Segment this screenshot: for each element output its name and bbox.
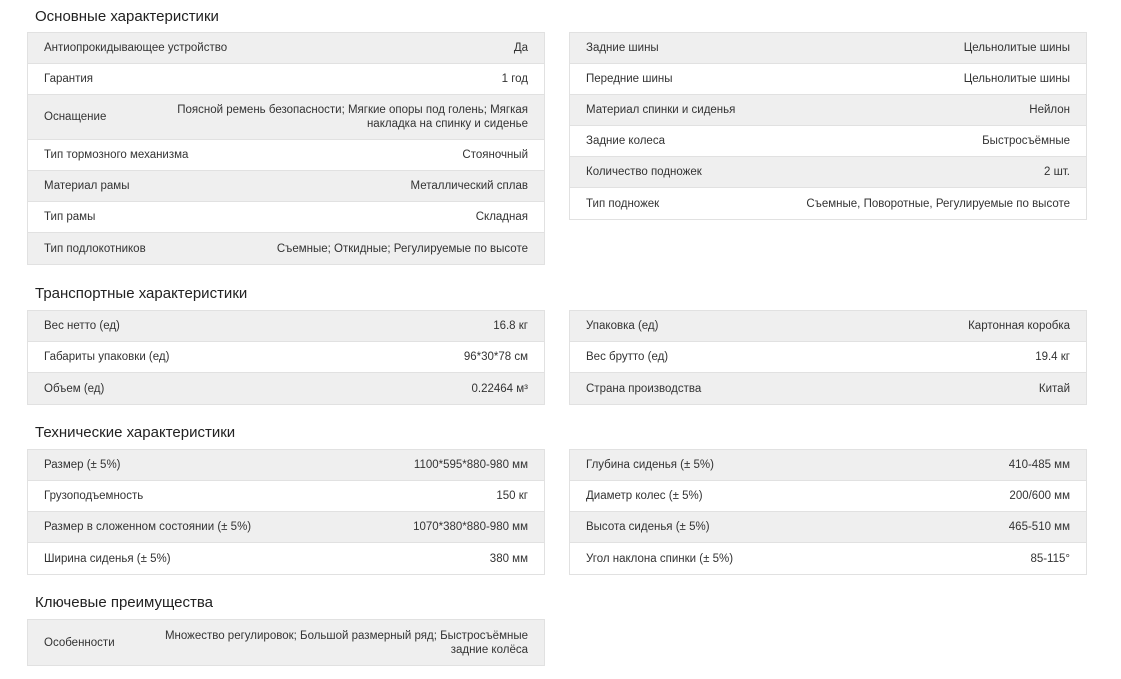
table-row bbox=[28, 64, 544, 95]
spec-value: Поясной ремень безопасности; Мягкие опоры под голень; Мягкая накладка на спинку и сиденье bbox=[177, 104, 528, 130]
spec-name: Страна производства bbox=[586, 382, 702, 395]
table-row bbox=[570, 450, 1086, 481]
spec-value: Складная bbox=[475, 211, 528, 223]
spec-value: Съемные, Поворотные, Регулируемые по высоте bbox=[806, 197, 1070, 210]
spec-name: Высота сиденья (± 5%) bbox=[586, 521, 710, 533]
section-title-advantages: Ключевые преимущества bbox=[35, 594, 214, 611]
table-row bbox=[28, 342, 544, 373]
spec-name: Передние шины bbox=[586, 73, 673, 85]
table-row bbox=[28, 311, 544, 342]
spec-name: Материал рамы bbox=[44, 180, 130, 192]
advantages-table bbox=[27, 619, 545, 666]
table-row bbox=[28, 481, 544, 512]
spec-name: Объем (ед) bbox=[44, 382, 105, 395]
spec-value: 200/600 мм bbox=[1009, 490, 1070, 502]
table-row bbox=[570, 311, 1086, 342]
table-row bbox=[28, 95, 544, 140]
table-row bbox=[570, 543, 1086, 574]
spec-value: Съемные; Откидные; Регулируемые по высоте bbox=[276, 242, 528, 255]
table-row bbox=[570, 126, 1086, 157]
table-row bbox=[28, 33, 544, 64]
spec-value: Картонная коробка bbox=[968, 320, 1070, 332]
spec-value: 85-115° bbox=[1030, 552, 1070, 565]
spec-name: Задние колеса bbox=[586, 135, 665, 147]
spec-name: Тип подлокотников bbox=[44, 242, 146, 255]
spec-name: Тип подножек bbox=[586, 197, 660, 210]
spec-value: Множество регулировок; Большой размерный ряд; Быстросъёмные задние колёса bbox=[164, 629, 528, 656]
spec-name: Тип рамы bbox=[44, 211, 96, 223]
spec-name: Особенности bbox=[44, 636, 115, 649]
table-row bbox=[28, 512, 544, 543]
spec-name: Оснащение bbox=[44, 111, 107, 123]
spec-value: Металлический сплав bbox=[410, 180, 528, 192]
section-title-technical: Технические характеристики bbox=[35, 424, 236, 441]
spec-value: 410-485 мм bbox=[1008, 459, 1070, 471]
spec-name: Вес нетто (ед) bbox=[44, 320, 120, 332]
table-row bbox=[570, 512, 1086, 543]
table-row bbox=[570, 481, 1086, 512]
table-row bbox=[28, 450, 544, 481]
spec-name: Вес брутто (ед) bbox=[586, 351, 669, 363]
section-title-transport: Транспортные характеристики bbox=[35, 285, 248, 302]
table-row bbox=[570, 95, 1086, 126]
spec-value: 150 кг bbox=[496, 490, 528, 502]
table-row bbox=[570, 342, 1086, 373]
transport-specs-right-table bbox=[569, 310, 1087, 405]
table-row bbox=[28, 620, 544, 665]
spec-value: 380 мм bbox=[489, 552, 528, 565]
spec-name: Глубина сиденья (± 5%) bbox=[586, 459, 714, 471]
table-row bbox=[28, 373, 544, 404]
spec-value: Цельнолитые шины bbox=[963, 73, 1070, 85]
spec-value: Китай bbox=[1038, 382, 1070, 395]
spec-name: Грузоподъемность bbox=[44, 490, 144, 502]
technical-specs-right-table bbox=[569, 449, 1087, 575]
table-row bbox=[570, 188, 1086, 219]
spec-value: Быстросъёмные bbox=[982, 135, 1070, 147]
table-row bbox=[570, 373, 1086, 404]
spec-name: Гарантия bbox=[44, 73, 94, 85]
transport-specs-left-table bbox=[27, 310, 545, 405]
spec-value: Цельнолитые шины bbox=[963, 42, 1070, 54]
spec-value: 465-510 мм bbox=[1008, 521, 1070, 533]
spec-name: Диаметр колес (± 5%) bbox=[586, 490, 703, 502]
spec-value: 1 год bbox=[501, 73, 528, 85]
table-row bbox=[28, 171, 544, 202]
spec-name: Количество подножек bbox=[586, 166, 702, 178]
spec-value: 96*30*78 см bbox=[463, 351, 528, 363]
spec-name: Упаковка (ед) bbox=[586, 320, 659, 332]
spec-value: 1100*595*880-980 мм bbox=[413, 459, 528, 471]
spec-name: Тип тормозного механизма bbox=[44, 149, 189, 161]
spec-name: Размер в сложенном состоянии (± 5%) bbox=[44, 521, 252, 533]
technical-specs-left-table bbox=[27, 449, 545, 575]
spec-value: Стояночный bbox=[462, 149, 528, 161]
table-row bbox=[28, 202, 544, 233]
spec-name: Антиопрокидывающее устройство bbox=[44, 42, 228, 54]
main-specs-left-table bbox=[27, 32, 545, 265]
spec-name: Задние шины bbox=[586, 42, 659, 54]
spec-name: Угол наклона спинки (± 5%) bbox=[586, 552, 734, 565]
section-title-main: Основные характеристики bbox=[35, 8, 219, 25]
spec-value: 1070*380*880-980 мм bbox=[413, 521, 528, 533]
table-row bbox=[28, 140, 544, 171]
main-specs-right-table bbox=[569, 32, 1087, 220]
spec-value: Нейлон bbox=[1029, 104, 1070, 116]
table-row bbox=[570, 64, 1086, 95]
spec-value: 19.4 кг bbox=[1035, 351, 1070, 363]
spec-value: 16.8 кг bbox=[493, 320, 528, 332]
spec-name: Ширина сиденья (± 5%) bbox=[44, 552, 171, 565]
spec-value: 0.22464 м³ bbox=[471, 382, 528, 395]
table-row bbox=[28, 233, 544, 264]
spec-name: Размер (± 5%) bbox=[44, 459, 121, 471]
spec-value: Да bbox=[513, 42, 528, 54]
table-row bbox=[28, 543, 544, 574]
spec-name: Материал спинки и сиденья bbox=[586, 104, 736, 116]
spec-value: 2 шт. bbox=[1043, 166, 1070, 178]
spec-name: Габариты упаковки (ед) bbox=[44, 351, 170, 363]
table-row bbox=[570, 33, 1086, 64]
table-row bbox=[570, 157, 1086, 188]
